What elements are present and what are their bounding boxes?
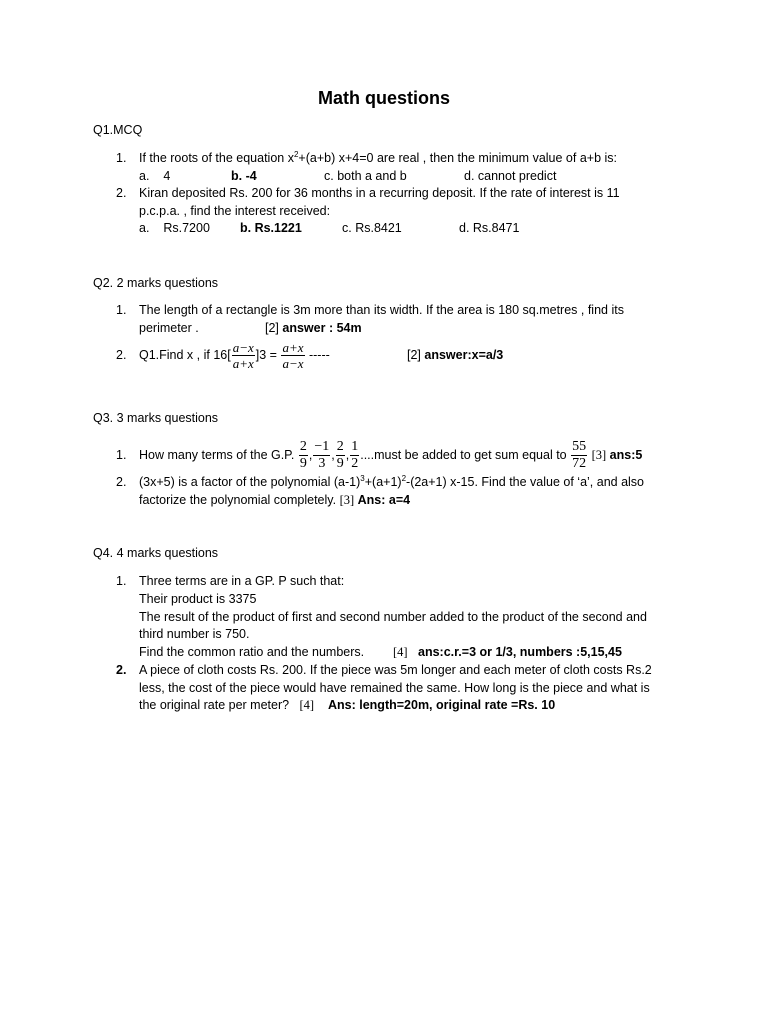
q1-item-2-option-b: b. Rs.1221 xyxy=(240,221,302,235)
q4-item-2-line3: the original rate per meter? [4] Ans: length=20m, original rate =Rs. 10 xyxy=(139,698,556,712)
q4-item-1-line2: Their product is 3375 xyxy=(139,592,257,606)
q1-item-1-option-a: a. 4 xyxy=(139,169,171,183)
q4-item-1-line5: Find the common ratio and the numbers. xyxy=(139,645,365,659)
fraction-a-minus-x-over-a-plus-x: $\frac{a-x}{a+x}$ xyxy=(232,340,254,372)
target-sum-fraction: $\frac{55}{72}$ xyxy=(572,439,587,472)
q2-item-2-marks-answer: [2] answer:x=a/3 xyxy=(407,348,504,362)
q2-item-1-marks-answer: [2] answer : 54m xyxy=(265,321,362,335)
gp-term-3: $\frac{2}{9}$ xyxy=(336,439,344,472)
q2-item-1-question-line1: The length of a rectangle is 3m more than its width. If the area is 180 sq.metres , find its xyxy=(139,303,624,317)
section-heading-q3: Q3. 3 marks questions xyxy=(93,411,219,425)
page-title: Math questions xyxy=(317,88,450,108)
q2-item-2-number: 2. xyxy=(116,348,127,362)
q3-item-2-number: 2. xyxy=(116,475,127,489)
q4-item-1-number: 1. xyxy=(116,574,127,588)
q1-item-2-question-line2: p.c.p.a. , find the interest received: xyxy=(139,204,331,218)
q1-item-1-option-d: d. cannot predict xyxy=(464,169,557,183)
q3-item-2-question-line1: (3x+5) is a factor of the polynomial $(a-1)^3+(a+1)^2-(2a+1)$ x-15. Find the value of ‘a’, and also xyxy=(139,473,645,489)
q1-item-2-number: 2. xyxy=(116,186,127,200)
q2-item-1-number: 1. xyxy=(116,303,127,317)
q3-item-2-question-line2: factorize the polynomial completely. [3] Ans: a=4 xyxy=(139,493,411,507)
gp-term-1: $\frac{2}{9}$ xyxy=(299,439,307,472)
q4-item-1-line4: third number is 750. xyxy=(139,627,250,641)
section-heading-q4: Q4. 4 marks questions xyxy=(93,546,219,560)
q4-item-2-number: 2. xyxy=(116,663,127,677)
q1-item-1-option-c: c. both a and b xyxy=(324,169,407,183)
q1-item-2-option-d: d. Rs.8471 xyxy=(459,221,520,235)
q1-item-2-option-c: c. Rs.8421 xyxy=(342,221,402,235)
q1-item-1-question: If the roots of the equation $x^2+(a+b)$ x+4=0 are real , then the minimum value of a+b is: xyxy=(139,149,618,165)
section-heading-q1: Q1.MCQ xyxy=(93,123,143,137)
q1-item-1-option-b: b. -4 xyxy=(231,169,257,183)
gp-term-2: $\frac{-1}{3}$ xyxy=(314,439,330,472)
q1-item-2-question-line1: Kiran deposited Rs. 200 for 36 months in a recurring deposit. If the rate of interest is 11 xyxy=(139,186,620,200)
q3-item-1-question: How many terms of the G.P. $\frac{2}{9}$ , $\frac{-1}{3}$ , $\frac{2}{9}$ , $\frac{1}{2}$ ....must be added to get sum equal to $\frac{55}{72}$ [3] ans:5 xyxy=(139,439,643,472)
q1-item-1-number: 1. xyxy=(116,151,127,165)
gp-term-4: $\frac{1}{2}$ xyxy=(351,439,359,472)
q3-item-1-number: 1. xyxy=(116,448,127,462)
q4-item-2-line2: less, the cost of the piece would have remained the same. How long is the piece and what is xyxy=(139,681,650,695)
q4-item-1-marks-answer: [4] ans:c.r.=3 or 1/3, numbers :5,15,45 xyxy=(393,645,622,659)
section-heading-q2: Q2. 2 marks questions xyxy=(93,276,219,290)
q4-item-1-line3: The result of the product of first and second number added to the product of the second and xyxy=(139,610,647,624)
q1-item-2-option-a: a. Rs.7200 xyxy=(139,221,210,235)
fraction-a-plus-x-over-a-minus-x: $\frac{a+x}{a-x}$ xyxy=(282,340,304,372)
q2-item-1-question-line2: perimeter . xyxy=(139,321,199,335)
q4-item-2-line1: A piece of cloth costs Rs. 200. If the piece was 5m longer and each meter of cloth costs Rs.2 xyxy=(139,663,652,677)
q2-item-2-question: Q1.Find x , if 16[ $\frac{a-x}{a+x}$ ]3 = $\frac{a+x}{a-x}$ ----- xyxy=(139,340,330,372)
q4-item-1-line1: Three terms are in a GP. P such that: xyxy=(139,574,345,588)
